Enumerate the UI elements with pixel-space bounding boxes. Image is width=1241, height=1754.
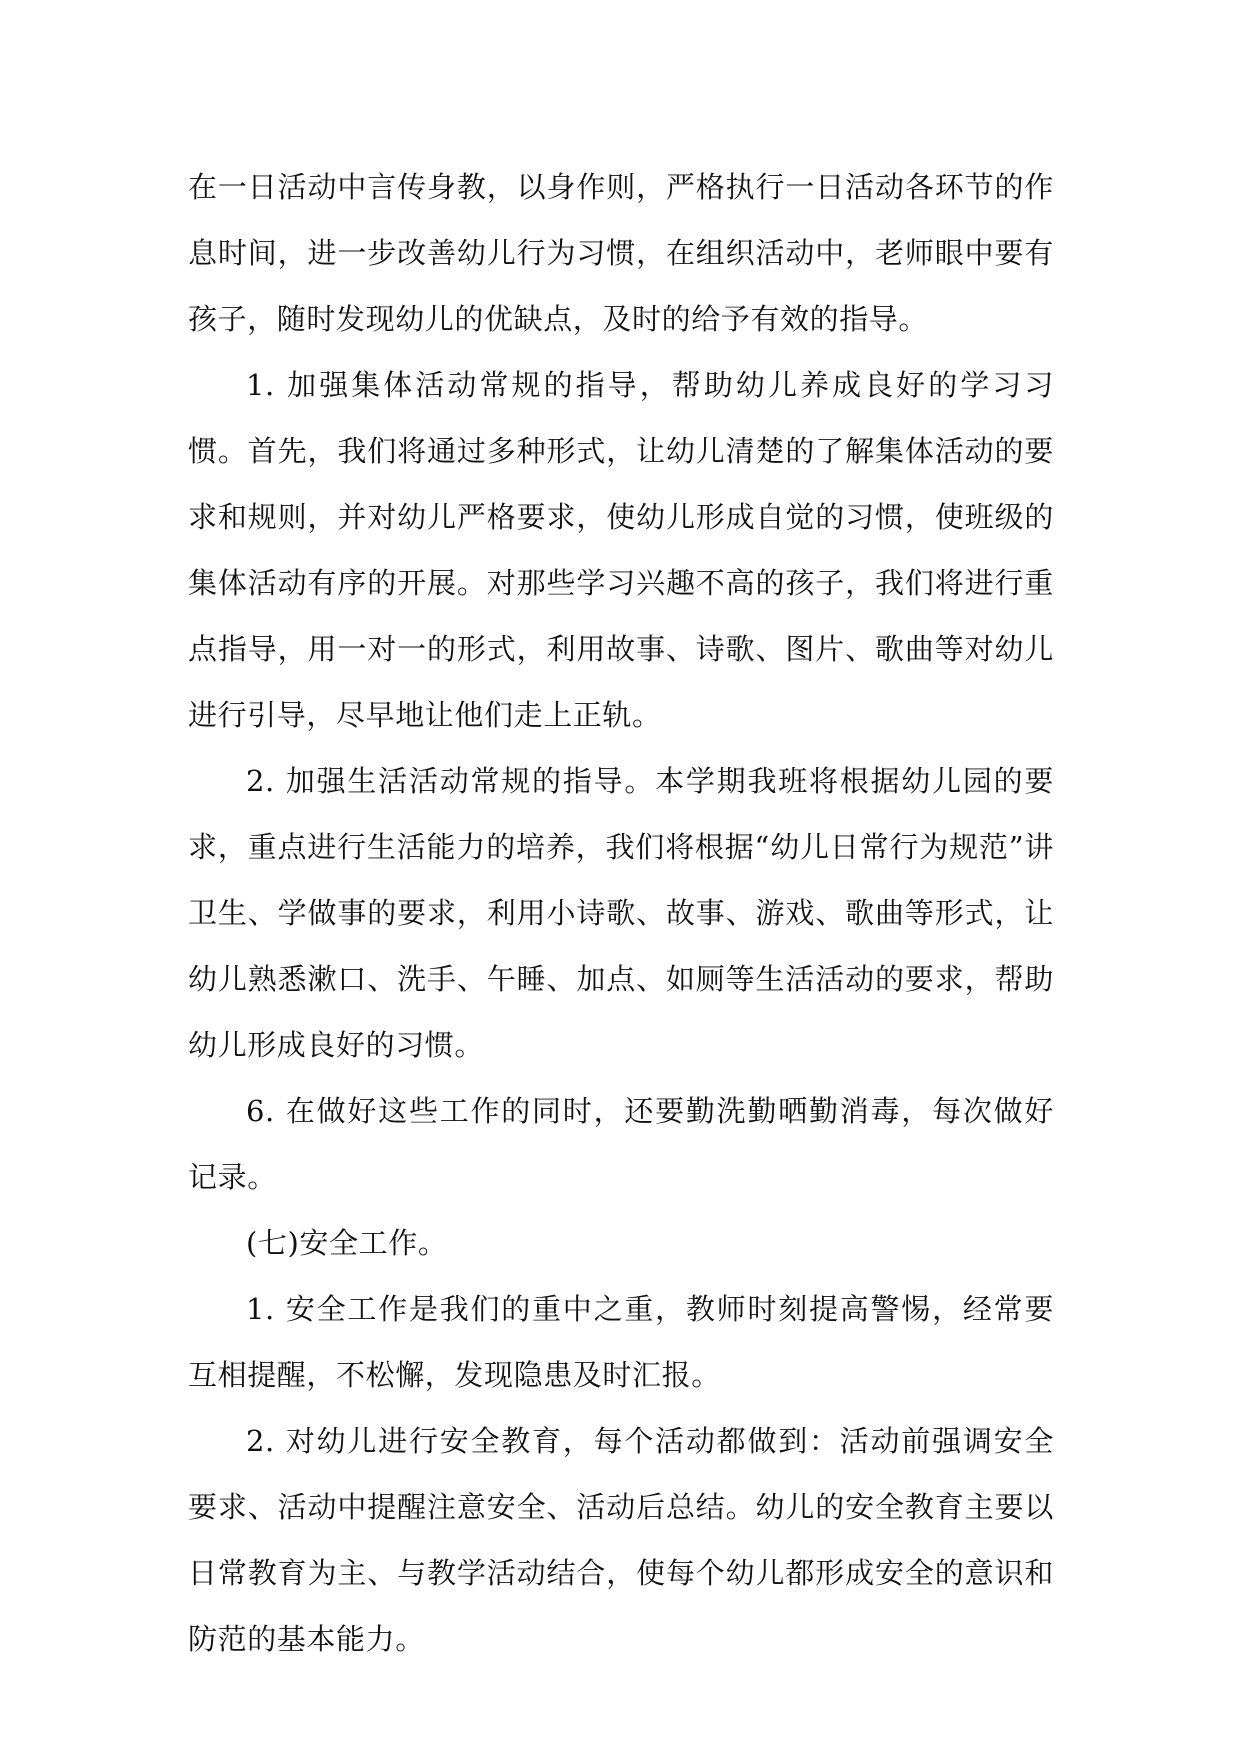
paragraph-disinfection: 6. 在做好这些工作的同时，还要勤洗勤晒勤消毒，每次做好记录。 (188, 1094, 1054, 1194)
paragraph-collective-activity: 1. 加强集体活动常规的指导，帮助幼儿养成良好的学习习惯。首先，我们将通过多种形式，让幼儿清楚的了解集体活动的要求和规则，并对幼儿严格要求，使幼儿形成自觉的习惯，使班级的集体活动有序的开展。对那些学习兴趣不高的孩子，我们将进行重点指导，用一对一的形式，利用故事、诗歌、图片、歌曲等对幼儿进行引导，尽早地让他们走上正轨。 (188, 368, 1054, 732)
document-body (188, 154, 1054, 1672)
section-heading-safety: (七)安全工作。 (246, 1226, 448, 1260)
paragraph-safety-priority: 1. 安全工作是我们的重中之重，教师时刻提高警惕，经常要互相提醒，不松懈，发现隐患及时汇报。 (188, 1292, 1054, 1392)
paragraph-daily-life-activity: 2. 加强生活活动常规的指导。本学期我班将根据幼儿园的要求，重点进行生活能力的培养，我们将根据“幼儿日常行为规范”讲卫生、学做事的要求，利用小诗歌、故事、游戏、歌曲等形式，让幼儿熟悉漱口、洗手、午睡、加点、如厕等生活活动的要求，帮助幼儿形成良好的习惯。 (188, 764, 1054, 1062)
paragraph-safety-education: 2. 对幼儿进行安全教育，每个活动都做到：活动前强调安全要求、活动中提醒注意安全、活动后总结。幼儿的安全教育主要以日常教育为主、与教学活动结合，使每个幼儿都形成安全的意识和防范的基本能力。 (188, 1424, 1054, 1656)
paragraph-routine-intro: 在一日活动中言传身教，以身作则，严格执行一日活动各环节的作息时间，进一步改善幼儿行为习惯，在组织活动中，老师眼中要有孩子，随时发现幼儿的优缺点，及时的给予有效的指导。 (188, 170, 1054, 336)
